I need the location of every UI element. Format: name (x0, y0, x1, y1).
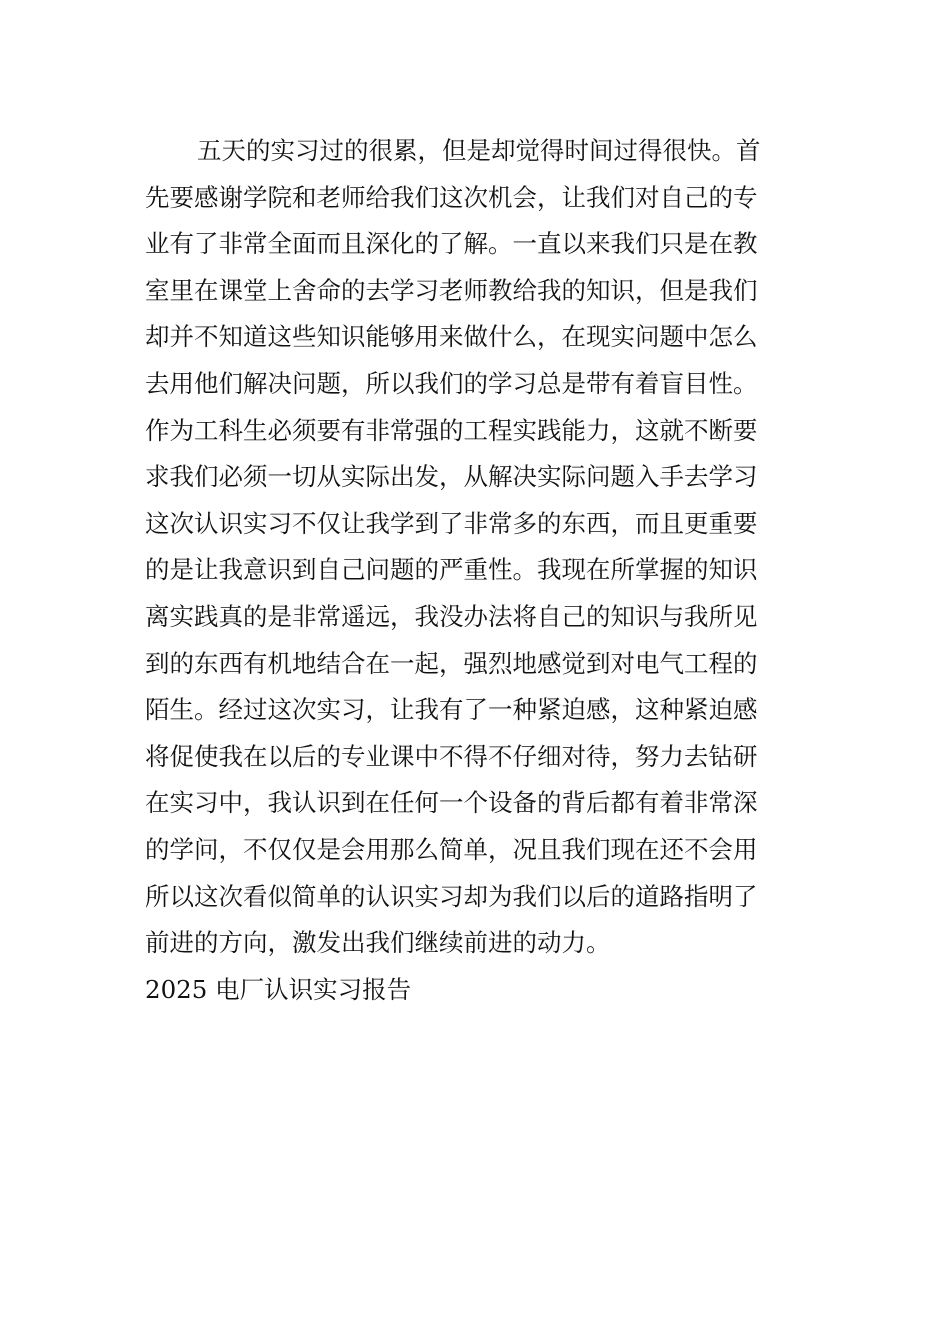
paragraph-line: 求我们必须一切从实际出发，从解决实际问题入手去学习 (145, 462, 758, 492)
paragraph-line: 的学问，不仅仅是会用那么简单，况且我们现在还不会用 (145, 834, 758, 864)
document-title-footer: 2025 电厂认识实习报告 (145, 974, 412, 1004)
paragraph-line: 在实习中，我认识到在任何一个设备的背后都有着非常深 (145, 788, 758, 818)
paragraph-line: 将促使我在以后的专业课中不得不仔细对待，努力去钻研 (145, 741, 758, 771)
paragraph-line: 这次认识实习不仅让我学到了非常多的东西，而且更重要 (145, 508, 758, 538)
paragraph-line: 五天的实习过的很累，但是却觉得时间过得很快。首 (197, 136, 761, 165)
paragraph-line: 先要感谢学院和老师给我们这次机会，让我们对自己的专 (145, 182, 758, 212)
paragraph-line: 离实践真的是非常遥远，我没办法将自己的知识与我所见 (145, 601, 758, 631)
paragraph-line: 室里在课堂上舍命的去学习老师教给我的知识，但是我们 (145, 275, 758, 305)
paragraph-line: 去用他们解决问题，所以我们的学习总是带有着盲目性。 (145, 368, 758, 398)
paragraph-line: 所以这次看似简单的认识实习却为我们以后的道路指明了 (145, 881, 758, 911)
paragraph-line: 作为工科生必须要有非常强的工程实践能力，这就不断要 (145, 415, 758, 445)
paragraph-line: 却并不知道这些知识能够用来做什么，在现实问题中怎么 (145, 322, 758, 352)
paragraph-line: 前进的方向，激发出我们继续前进的动力。 (145, 928, 611, 958)
body-text (145, 128, 815, 1013)
paragraph-line: 陌生。经过这次实习，让我有了一种紧迫感，这种紧迫感 (145, 695, 758, 725)
paragraph-line: 的是让我意识到自己问题的严重性。我现在所掌握的知识 (145, 555, 758, 585)
paragraph-line: 到的东西有机地结合在一起，强烈地感觉到对电气工程的 (145, 648, 758, 678)
paragraph-line: 业有了非常全面而且深化的了解。一直以来我们只是在教 (145, 229, 758, 259)
